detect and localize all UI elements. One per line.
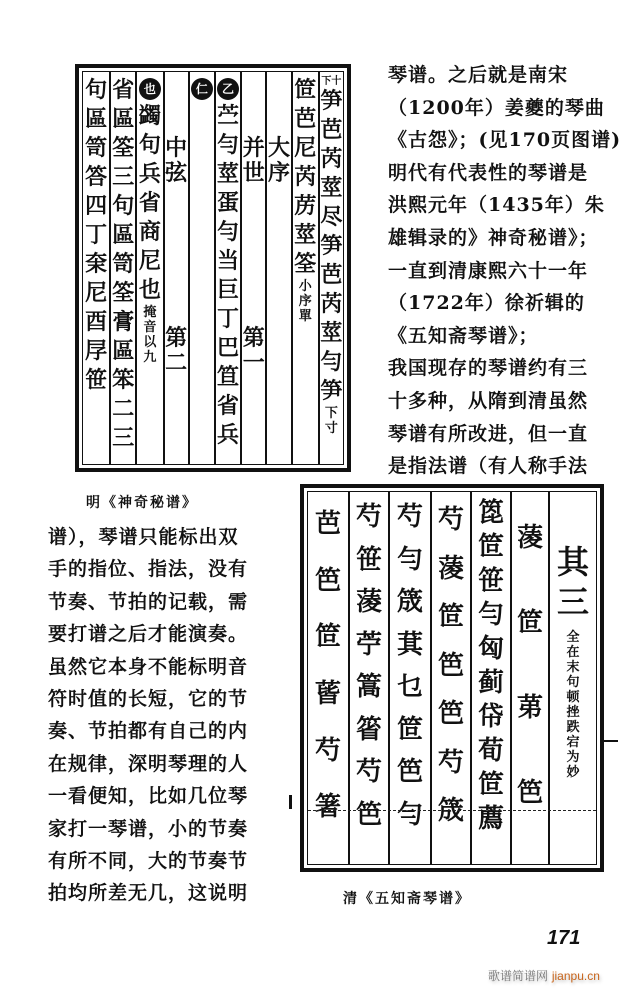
tablature-character: 商 xyxy=(138,219,161,245)
text-line: 是指法谱（有人称手法 xyxy=(388,455,589,478)
text-line: 拍均所差无几，这说明 xyxy=(48,882,249,905)
tablature-character: 蒈 xyxy=(314,679,341,710)
fingering-note: 掩 xyxy=(143,305,157,320)
section-number: 第 xyxy=(165,325,188,351)
text-line: 明代有代表性的琴谱是 xyxy=(388,161,589,184)
tablature-character: 帒 xyxy=(477,702,504,732)
tablature-character: 三 xyxy=(112,425,135,451)
tablature-character: 芍 xyxy=(437,505,464,535)
tablature-character: 笆 xyxy=(437,650,464,681)
tablature-character: 乜 xyxy=(396,672,423,702)
tablature-character: 巴 xyxy=(217,335,240,361)
tablature-character: 勻 xyxy=(396,544,423,575)
tablature-character: 莖 xyxy=(320,320,343,346)
tablature-character: 尼 xyxy=(138,248,161,274)
text-line: 琴谱。之后就是南宋 xyxy=(388,64,569,86)
tablature-character: 省 xyxy=(138,190,161,216)
tablature-character: 笸 xyxy=(396,714,423,745)
section-heading: 中 xyxy=(165,135,188,161)
text-line: （1200年）姜夔的琴曲 xyxy=(388,96,605,119)
text-line: 我国现存的琴谱约有三 xyxy=(388,357,589,380)
tablature-character: 芍 xyxy=(437,747,464,778)
fingering-note: 以 xyxy=(143,335,157,350)
watermark-site-name: 歌谱简谱网 xyxy=(488,969,549,983)
watermark-domain: jianpu.cn xyxy=(551,969,600,983)
text-line: 奏、节拍都有自己的内 xyxy=(48,720,249,743)
tablature-character: 芍 xyxy=(355,502,382,532)
text-line: 有所不同，大的节奏节 xyxy=(48,850,249,872)
tablature-character: 區 xyxy=(85,106,108,132)
tablature-character: 㞌 xyxy=(85,338,108,364)
tablature-character: 芭 xyxy=(320,262,343,288)
tablature-character: 三 xyxy=(112,164,135,190)
tablature-character: 膏 xyxy=(112,309,135,335)
text-line: 谱），琴谱只能标出双 xyxy=(48,526,239,548)
tablature-character: 省 xyxy=(112,77,135,103)
tablature-character: 省 xyxy=(217,393,240,419)
ming-column xyxy=(240,72,265,464)
tablature-character: 丁 xyxy=(217,306,240,332)
tablature-character: 筌 xyxy=(294,251,317,277)
tablature-character: 莖 xyxy=(217,161,240,187)
tablature-character: 筬 xyxy=(396,587,423,617)
tablature-character: 笆 xyxy=(396,757,423,787)
tablature-character: 㭐 xyxy=(85,251,108,277)
tablature-character: 莖 xyxy=(294,222,317,248)
tablature-character: 蛋 xyxy=(217,190,240,216)
tablature-character: 芭 xyxy=(320,117,343,143)
tablature-character: 笆 xyxy=(437,699,464,730)
tablature-character: 笪 xyxy=(217,364,240,390)
tablature-character: 萁 xyxy=(396,629,423,660)
tablature-character: 勻 xyxy=(217,132,240,158)
ming-column xyxy=(83,72,109,464)
section-heading: 世 xyxy=(242,160,265,186)
tablature-character: 酉 xyxy=(85,309,108,335)
tablature-character: 笨 xyxy=(112,367,135,393)
tablature-character: 區 xyxy=(112,338,135,364)
text-line: 节奏、节拍的记载，需 xyxy=(48,590,249,613)
tablature-character: 芭 xyxy=(314,509,341,539)
text-line: 《五知斋琴谱》； xyxy=(388,324,539,347)
qing-column xyxy=(470,492,510,864)
tablature-character: 答 xyxy=(85,164,108,190)
tablature-character: 笋 xyxy=(320,233,343,259)
ming-column xyxy=(265,72,290,464)
text-line: 虽然它本身不能标明音 xyxy=(48,655,249,678)
tablature-character: 兵 xyxy=(217,422,240,448)
tablature-character: 巨 xyxy=(217,277,240,303)
tablature-character: 篙 xyxy=(355,672,382,702)
qing-column xyxy=(388,492,430,864)
text-line: 《古怨》；(见170页图谱) xyxy=(388,129,622,152)
tablature-character: 笸 xyxy=(314,622,341,653)
tablature-character: 笥 xyxy=(112,251,135,277)
tablature-character: 笹 xyxy=(85,367,108,393)
qing-title-column xyxy=(548,492,596,864)
margin-mark xyxy=(604,740,618,742)
ming-column xyxy=(291,72,318,464)
tablature-character: 当 xyxy=(217,248,240,274)
section-number: 第 xyxy=(242,325,265,351)
fingering-note: 下十 xyxy=(321,76,342,87)
tablature-character: 尼 xyxy=(85,280,108,306)
section-mark-icon: 乙 xyxy=(217,78,239,100)
tablature-character: 箆 xyxy=(477,498,504,528)
ming-column xyxy=(109,72,135,464)
ming-figure-caption: 明《神奇秘谱》 xyxy=(86,495,198,511)
tablature-character: 笸 xyxy=(437,602,464,633)
ming-column xyxy=(163,72,188,464)
tablature-character: 兵 xyxy=(138,161,161,187)
section-heading: 大 xyxy=(268,135,291,161)
ming-column xyxy=(318,72,343,464)
tablature-character: 笋 xyxy=(320,88,343,114)
text-line: 洪熙元年（1435年）朱 xyxy=(388,194,605,217)
tablature-character: 莖 xyxy=(320,175,343,201)
qing-tablature-figure xyxy=(300,484,604,872)
text-line: 雄辑录的》神奇秘谱》； xyxy=(388,227,599,249)
qing-column xyxy=(510,492,548,864)
divider-line xyxy=(308,810,596,811)
tablature-character: 芮 xyxy=(320,146,343,172)
text-line: 一直到清康熙六十一年 xyxy=(388,259,589,282)
section-heading: 并 xyxy=(242,135,265,161)
tablature-character: 薦 xyxy=(477,804,504,834)
tablature-character: 苧 xyxy=(355,629,382,660)
tablature-character: 勻 xyxy=(396,799,423,830)
tablature-character: 也 xyxy=(138,277,161,303)
section-number: 二 xyxy=(165,350,188,376)
section-number: 一 xyxy=(242,350,265,376)
text-line: 符时值的长短，它的节 xyxy=(48,688,249,710)
ming-column xyxy=(135,72,162,464)
tablature-character: 芍 xyxy=(314,735,341,766)
tablature-character: 笸 xyxy=(477,770,504,800)
tablature-character: 勻 xyxy=(217,219,240,245)
tablature-character: 蠲 xyxy=(138,103,161,129)
ming-column xyxy=(188,72,214,464)
tablature-character: 荀 xyxy=(477,736,504,766)
fingering-note: 單 xyxy=(298,309,312,324)
section-heading: 弦 xyxy=(165,160,188,186)
tablature-character: 區 xyxy=(112,106,135,132)
ming-tablature-figure xyxy=(75,64,351,472)
tablature-character: 笹 xyxy=(355,544,382,575)
qing-column xyxy=(308,492,348,864)
tablature-character: 匈 xyxy=(477,634,504,664)
tablature-character: 勻 xyxy=(320,349,343,375)
tablature-character: 筌 xyxy=(112,135,135,161)
tablature-character: 芮 xyxy=(320,291,343,317)
margin-mark xyxy=(289,795,292,809)
fingering-note: 小 xyxy=(298,279,312,294)
tablature-character: 笆 xyxy=(314,565,341,596)
qing-figure-caption: 清《五知斋琴谱》 xyxy=(343,891,471,907)
section-heading: 序 xyxy=(268,160,291,186)
tablature-character: 芍 xyxy=(355,757,382,787)
tablature-character: 苎 xyxy=(217,103,240,129)
tablature-character: 二 xyxy=(112,396,135,422)
performance-note: 全 在 末 句 顿 挫 跌 宕 为 妙 xyxy=(566,630,580,780)
tablature-character: 勻 xyxy=(477,600,504,630)
piece-title: 其 xyxy=(556,543,589,581)
tablature-character: 箸 xyxy=(314,792,341,823)
tablature-character: 笹 xyxy=(477,566,504,596)
qing-column xyxy=(430,492,470,864)
tablature-character: 笆 xyxy=(355,799,382,830)
tablature-character: 笸 xyxy=(294,77,317,103)
text-line: 一看便知，比如几位琴 xyxy=(48,785,249,808)
tablature-character: 笋 xyxy=(320,378,343,404)
tablature-character: 丁 xyxy=(85,222,108,248)
tablature-character: 蓤 xyxy=(437,553,464,584)
fingering-note: 寸 xyxy=(324,421,338,436)
piece-title: 三 xyxy=(556,583,589,621)
section-mark-icon: 也 xyxy=(139,78,161,100)
tablature-character: 句 xyxy=(112,193,135,219)
text-line: 在规律，深明琴理的人 xyxy=(48,752,249,775)
tablature-character: 芍 xyxy=(396,502,423,532)
page-number: 171 xyxy=(547,927,581,949)
tablature-character: 蓤 xyxy=(516,523,543,553)
fingering-note: 音 xyxy=(143,320,157,335)
tablature-character: 區 xyxy=(112,222,135,248)
qing-column xyxy=(348,492,388,864)
text-line: 要打谱之后才能演奏。 xyxy=(48,623,249,646)
section-mark-icon: 仁 xyxy=(191,78,213,100)
text-line: 琴谱有所改进，但一直 xyxy=(388,422,589,445)
tablature-character: 箵 xyxy=(355,714,382,745)
tablature-character: 芭 xyxy=(294,106,317,132)
tablature-character: 筬 xyxy=(437,796,464,827)
tablature-character: 苈 xyxy=(294,193,317,219)
tablature-character: 尼 xyxy=(294,135,317,161)
tablature-character: 芮 xyxy=(294,164,317,190)
tablature-character: 笥 xyxy=(85,135,108,161)
text-line: 手的指位、指法，没有 xyxy=(48,558,249,581)
fingering-note: 九 xyxy=(143,350,157,365)
tablature-character: 句 xyxy=(138,132,161,158)
text-line: （1722年）徐祈辑的 xyxy=(388,292,585,315)
tablature-character: 尽 xyxy=(320,204,343,230)
text-line: 家打一琴谱，小的节奏 xyxy=(48,817,249,840)
fingering-note: 下 xyxy=(324,406,338,421)
qing-tablature-columns xyxy=(307,491,597,865)
tablature-character: 句 xyxy=(85,77,108,103)
watermark xyxy=(488,967,600,984)
tablature-character: 蓟 xyxy=(477,668,504,698)
tablature-character: 笸 xyxy=(477,532,504,562)
tablature-character: 筌 xyxy=(112,280,135,306)
text-line: 十多种，从隋到清虽然 xyxy=(388,390,589,412)
tablature-character: 苐 xyxy=(516,693,543,723)
tablature-character: 四 xyxy=(85,193,108,219)
ming-column xyxy=(214,72,240,464)
tablature-character: 笸 xyxy=(516,608,543,638)
ming-tablature-columns xyxy=(82,71,344,465)
tablature-character: 蓤 xyxy=(355,587,382,617)
fingering-note: 序 xyxy=(298,294,312,309)
tablature-character: 笆 xyxy=(516,778,543,808)
